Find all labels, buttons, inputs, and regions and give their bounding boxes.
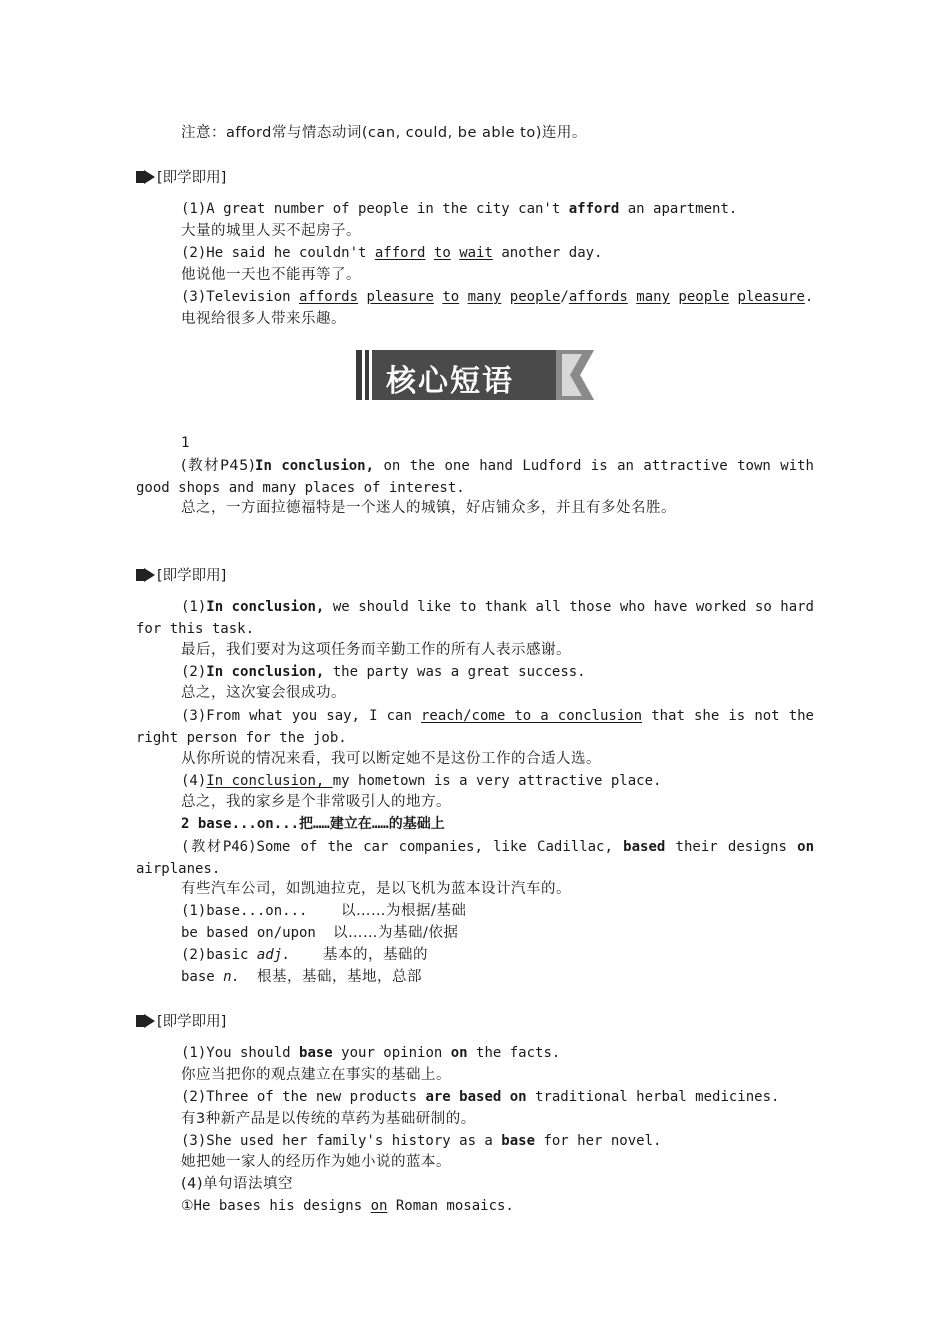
example-afford-1-zh: 大量的城里人买不起房子。 [181,223,361,239]
play-triangle-icon [144,170,155,184]
phrase2-title: 2 base...on...把……建立在……的基础上 [181,816,445,832]
phrase2-note-2: be based on/upon 以……为基础/依据 [181,925,459,941]
section-header-2 [136,564,226,585]
phrase2-note-1: (1)base...on... 以……为根据/基础 [181,903,467,919]
phrase2-note-3: (2)basic adj. 基本的，基础的 [181,947,428,963]
example-base-2-zh: 有3种新产品是以传统的草药为基础研制的。 [181,1111,476,1127]
example-conclusion-2-zh: 总之，这次宴会很成功。 [181,685,346,701]
example-conclusion-4: (4)In conclusion, my hometown is a very attractive place. [181,773,662,789]
example-afford-2: (2)He said he couldn't afford to wait another day. [181,245,603,261]
square-icon [136,569,144,581]
exercise-title: (4)单句语法填空 [181,1176,294,1192]
example-conclusion-4-zh: 总之，我的家乡是个非常吸引人的地方。 [181,794,451,810]
phrase-number-1: 1 [181,435,190,451]
section-header-1 [136,166,226,187]
section-banner [356,350,596,400]
example-base-3-zh: 她把她一家人的经历作为她小说的蓝本。 [181,1154,451,1170]
phrase2-source-zh: 有些汽车公司，如凯迪拉克，是以飞机为蓝本设计汽车的。 [181,881,571,897]
phrase1-source: (教材P45)In conclusion, on the one hand Ludford is an attractive town with good shops and many places of interest. [136,458,814,496]
square-icon [136,171,144,183]
phrase2-note-4: base n. 根基，基础，基地，总部 [181,969,422,985]
play-triangle-icon [144,568,155,582]
example-base-1: (1)You should base your opinion on the facts. [181,1045,561,1061]
example-afford-3: (3)Television affords pleasure to many people/affords many people pleasure. [181,289,814,305]
example-base-3: (3)She used her family's history as a base for her novel. [181,1133,662,1149]
example-afford-1: (1)A great number of people in the city can't afford an apartment. [181,201,738,217]
example-conclusion-1-zh: 最后，我们要对为这项任务而辛勤工作的所有人表示感谢。 [181,642,571,658]
example-afford-3-zh: 电视给很多人带来乐趣。 [181,311,346,327]
section-label: [即学即用] [157,170,227,186]
phrase2-source: (教材P46)Some of the car companies, like Cadillac, based their designs on airplanes. [136,839,815,877]
example-conclusion-2: (2)In conclusion, the party was a great success. [181,664,586,680]
section-label: [即学即用] [157,1014,227,1030]
example-conclusion-1: (1)In conclusion, we should like to thank all those who have worked so hard for this task. [136,599,814,637]
example-afford-2-zh: 他说他一天也不能再等了。 [181,267,361,283]
example-conclusion-3: (3)From what you say, I can reach/come to a conclusion that she is not the right person for the job. [136,708,814,746]
exercise-item-1: ①He bases his designs on Roman mosaics. [181,1198,514,1214]
square-icon [136,1015,144,1027]
note-line: 注意：afford常与情态动词(can, could, be able to)连用。 [181,125,587,141]
section-header-3 [136,1010,226,1031]
example-base-1-zh: 你应当把你的观点建立在事实的基础上。 [181,1067,451,1083]
example-base-2: (2)Three of the new products are based on traditional herbal medicines. [181,1089,780,1105]
phrase1-source-zh: 总之，一方面拉德福特是一个迷人的城镇，好店铺众多，并且有多处名胜。 [181,500,676,516]
play-triangle-icon [144,1014,155,1028]
banner-title: 核心短语 [386,364,514,399]
example-conclusion-3-zh: 从你所说的情况来看，我可以断定她不是这份工作的合适人选。 [181,751,601,767]
section-label: [即学即用] [157,568,227,584]
